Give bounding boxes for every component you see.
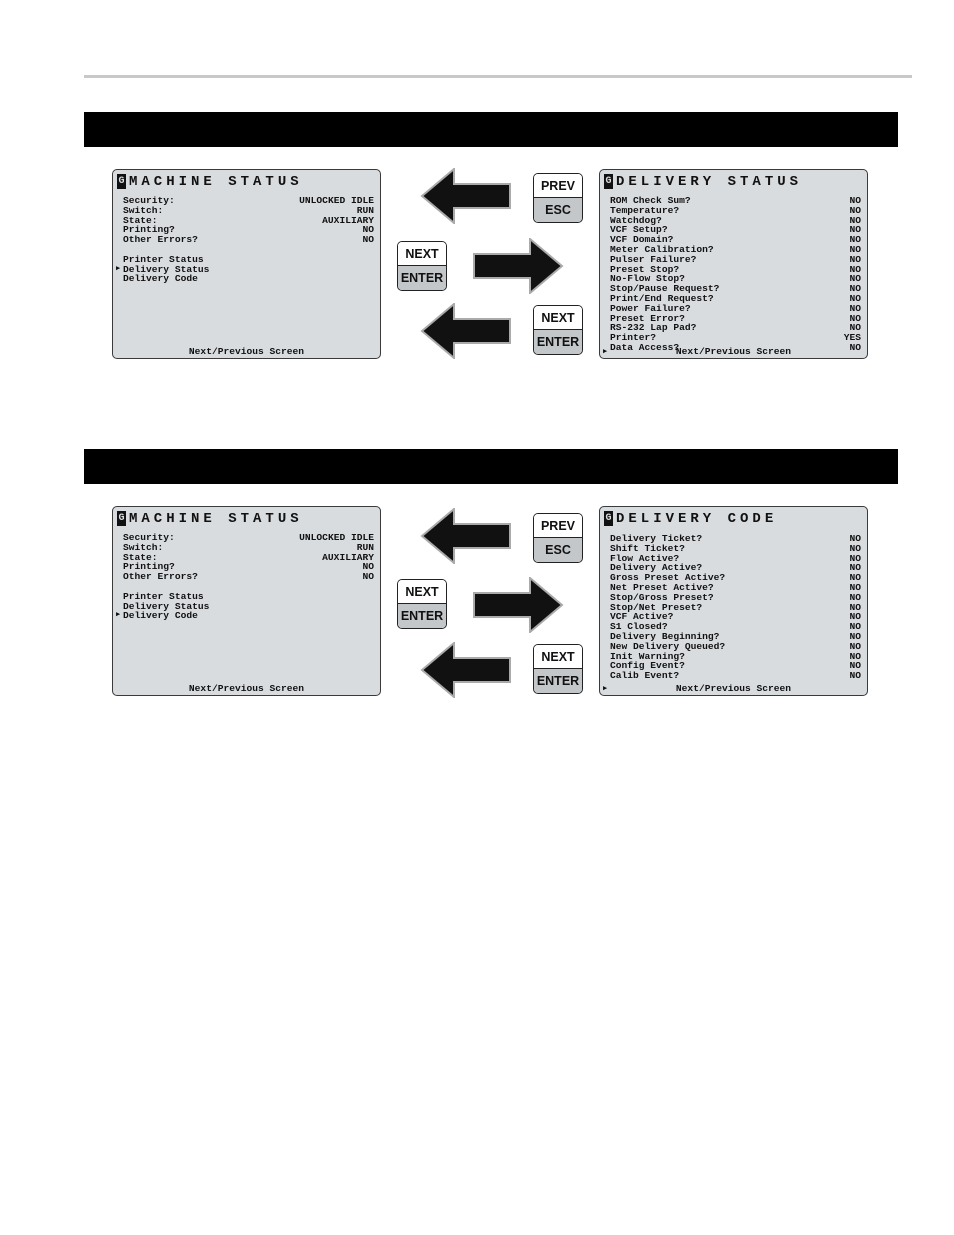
arrow-right-icon [472, 238, 564, 294]
row-label: Data Access? [610, 341, 680, 353]
row-value: UNLOCKED IDLE [299, 532, 374, 543]
status-rows [606, 196, 861, 353]
row-value: AUXILIARY [322, 551, 374, 563]
enter-key-label: ENTER [398, 603, 446, 628]
row-label: Flow Active? [610, 552, 680, 564]
esc-key-label: ESC [534, 197, 582, 222]
footer-label: Next/Previous Screen [675, 346, 792, 357]
row-label: Gross Preset Active? [610, 572, 726, 584]
row-value: NO [849, 611, 861, 623]
row-value: NO [849, 214, 861, 226]
menu-label: Printer Status [123, 253, 204, 265]
row-value: NO [849, 195, 861, 206]
row-value: NO [849, 670, 861, 682]
row-value: NO [849, 341, 861, 353]
section-delivery-code [0, 505, 954, 705]
row-label: VCF Domain? [610, 234, 674, 246]
next-enter-key[interactable] [397, 241, 447, 291]
row-value: NO [362, 234, 374, 246]
row-value: NO [849, 204, 861, 216]
row-value: NO [849, 312, 861, 324]
row-label: State: [123, 551, 158, 563]
row-label: Print/End Request? [610, 292, 714, 304]
enter-key-label: ENTER [534, 668, 582, 693]
machine-status-screen [112, 506, 381, 696]
row-label: VCF Setup? [610, 224, 668, 236]
arrow-left-icon [420, 303, 512, 359]
row-value: NO [849, 224, 861, 236]
row-label: VCF Active? [610, 611, 674, 623]
row-value: RUN [356, 541, 374, 553]
row-value: NO [849, 630, 861, 642]
status-rows [116, 532, 374, 622]
screen-footer: Next/Previous Screen [188, 346, 305, 357]
row-label: Pulser Failure? [610, 253, 697, 265]
row-label: Config Event? [610, 660, 685, 672]
row-label: Temperature? [610, 204, 680, 216]
row-value: NO [849, 302, 861, 314]
row-label: Printer? [610, 332, 657, 344]
row-label: Printing? [123, 561, 175, 573]
gilbarco-logo-icon: G [118, 176, 125, 187]
esc-key-label: ESC [534, 537, 582, 562]
row-label: Watchdog? [610, 214, 662, 226]
row-value: NO [849, 581, 861, 593]
row-label: Printing? [123, 224, 175, 236]
screen-title [117, 511, 303, 527]
row-label: State: [123, 214, 158, 226]
menu-item-delivery-code[interactable] [116, 610, 374, 622]
next-enter-key[interactable] [397, 579, 447, 629]
prev-esc-key[interactable] [533, 173, 583, 223]
arrow-right-icon [472, 577, 564, 633]
screen-title [604, 174, 802, 190]
row-label: Calib Event? [610, 670, 680, 682]
gilbarco-logo-icon: G [605, 513, 612, 524]
row-label: Other Errors? [123, 234, 198, 246]
footer-label: Next/Previous Screen [675, 683, 792, 694]
status-row [119, 235, 374, 245]
arrow-left-icon [420, 508, 512, 564]
status-rows [116, 195, 374, 285]
row-label: Security: [123, 195, 175, 206]
screen-footer: Next/Previous Screen [188, 683, 305, 694]
next-key-label: NEXT [534, 645, 582, 669]
row-value: NO [362, 561, 374, 573]
delivery-status-screen [599, 169, 868, 359]
screen-title [117, 174, 303, 190]
row-label: ROM Check Sum? [610, 195, 691, 206]
menu-label: Delivery Code [123, 273, 198, 285]
row-label: Switch: [123, 541, 164, 553]
row-value: NO [849, 552, 861, 564]
row-label: Net Preset Active? [610, 581, 714, 593]
next-key-label: NEXT [534, 306, 582, 330]
row-label: Delivery Beginning? [610, 630, 720, 642]
cursor-arrow-icon: ▶ [603, 685, 608, 693]
row-value: NO [849, 572, 861, 584]
status-rows [606, 534, 861, 681]
row-value: NO [849, 253, 861, 265]
gilbarco-logo-icon: G [605, 176, 612, 187]
row-value: NO [849, 650, 861, 662]
row-value: NO [849, 660, 861, 672]
row-value: NO [849, 562, 861, 574]
row-value: NO [849, 283, 861, 295]
menu-label: Printer Status [123, 590, 204, 602]
row-value: YES [843, 332, 861, 344]
row-label: Other Errors? [123, 571, 198, 583]
screen-title-text: MACHINE STATUS [129, 511, 303, 527]
row-value: NO [849, 234, 861, 246]
status-row [119, 572, 374, 582]
gilbarco-logo-icon: G [118, 513, 125, 524]
row-label: S1 Closed? [610, 621, 668, 633]
screen-footer [600, 347, 867, 357]
enter-key-label: ENTER [398, 265, 446, 290]
arrow-left-icon [420, 642, 512, 698]
row-label: Shift Ticket? [610, 542, 685, 554]
row-label: Stop/Pause Request? [610, 283, 720, 295]
row-value: NO [849, 601, 861, 613]
row-value: NO [849, 263, 861, 275]
delivery-code-screen [599, 506, 868, 696]
next-key-label: NEXT [398, 580, 446, 604]
row-value: NO [849, 292, 861, 304]
row-label: Switch: [123, 204, 164, 216]
row-value: NO [362, 224, 374, 236]
row-label: New Delivery Queued? [610, 640, 726, 652]
menu-label: Delivery Status [123, 263, 210, 275]
cursor-arrow-icon: ▶ [603, 348, 608, 356]
prev-key-label: PREV [534, 514, 582, 538]
machine-status-screen [112, 169, 381, 359]
row-value: UNLOCKED IDLE [299, 195, 374, 206]
arrow-left-icon [420, 168, 512, 224]
row-value: NO [849, 243, 861, 255]
screen-title-text: MACHINE STATUS [129, 174, 303, 190]
row-label: Preset Error? [610, 312, 685, 324]
row-label: No-Flow Stop? [610, 273, 685, 285]
screen-title-text: DELIVERY STATUS [616, 174, 803, 190]
row-label: Power Failure? [610, 302, 691, 314]
row-label: Stop/Gross Preset? [610, 591, 714, 603]
row-value: NO [849, 591, 861, 603]
section-delivery-status [0, 168, 954, 368]
enter-key-label: ENTER [534, 329, 582, 354]
row-label: Delivery Ticket? [610, 533, 703, 544]
row-label: Init Warning? [610, 650, 685, 662]
row-label: RS-232 Lap Pad? [610, 322, 697, 334]
row-label: Security: [123, 532, 175, 543]
cursor-arrow-icon: ▶ [116, 264, 121, 273]
screen-footer [600, 684, 867, 694]
row-value: AUXILIARY [322, 214, 374, 226]
row-value: NO [849, 322, 861, 334]
row-value: NO [849, 640, 861, 652]
next-enter-key[interactable] [533, 644, 583, 694]
row-label: Meter Calibration? [610, 243, 714, 255]
row-label: Stop/Net Preset? [610, 601, 703, 613]
row-value: RUN [356, 204, 374, 216]
screen-title [604, 511, 777, 527]
prev-esc-key[interactable] [533, 513, 583, 563]
menu-label: Delivery Code [123, 610, 198, 622]
row-value: NO [849, 533, 861, 544]
top-rule [84, 75, 912, 78]
row-value: NO [849, 621, 861, 633]
status-row [606, 671, 861, 681]
screen-title-text: DELIVERY CODE [616, 511, 778, 527]
row-value: NO [362, 571, 374, 583]
cursor-arrow-icon: ▶ [116, 611, 121, 620]
row-label: Delivery Active? [610, 562, 703, 574]
next-key-label: NEXT [398, 242, 446, 266]
row-value: NO [849, 273, 861, 285]
menu-item-delivery-code[interactable] [119, 274, 374, 284]
next-enter-key[interactable] [533, 305, 583, 355]
section-header-bar-2 [84, 449, 898, 484]
row-value: NO [849, 542, 861, 554]
row-label: Preset Stop? [610, 263, 680, 275]
menu-label: Delivery Status [123, 600, 210, 612]
section-header-bar-1 [84, 112, 898, 147]
prev-key-label: PREV [534, 174, 582, 198]
